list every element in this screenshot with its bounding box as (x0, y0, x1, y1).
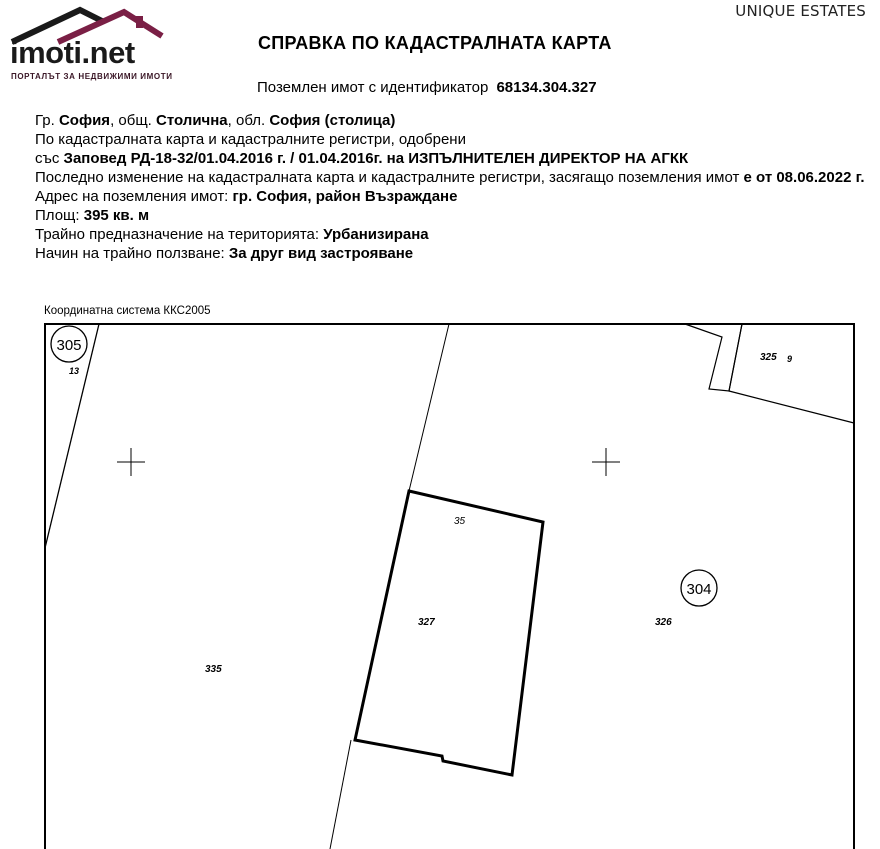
address-line (35, 187, 865, 206)
approval-line-1: По кадастралната карта и кадастралните регистри, одобрени (35, 131, 466, 148)
brand-watermark: UNIQUE ESTATES (735, 2, 866, 20)
logo-wordmark: imoti.net (10, 35, 135, 70)
property-info (35, 111, 865, 263)
quarter-304-label: 304 (686, 581, 712, 598)
map-frame (45, 324, 854, 849)
identifier-line (257, 79, 597, 96)
last-change-line (35, 168, 865, 187)
address-value: гр. София, район Възраждане (232, 188, 458, 205)
quarter-305-label: 305 (56, 337, 82, 354)
last-change-date: е от 08.06.2022 г. (743, 169, 865, 186)
parcel-label-325: 325 (760, 352, 777, 363)
identifier-value: 68134.304.327 (496, 79, 597, 96)
imoti-logo[interactable] (6, 6, 176, 84)
city-value: София (58, 112, 111, 129)
approval-prefix: със (35, 150, 60, 167)
region-prefix: , обл. (227, 112, 266, 129)
city-prefix: Гр. (35, 112, 55, 129)
cadastral-map (44, 323, 856, 849)
parcel-label-326: 326 (655, 617, 672, 628)
building-label-35: 35 (454, 516, 466, 527)
purpose-value: Урбанизирана (323, 226, 429, 243)
purpose-label: Трайно предназначение на територията: (35, 226, 320, 243)
usage-line (35, 244, 865, 263)
parcel-label-327: 327 (418, 617, 435, 628)
purpose-line (35, 225, 865, 244)
area-line (35, 206, 865, 225)
region-value: София (столица) (269, 112, 396, 129)
last-change-text: Последно изменение на кадастралната карта и кадастралните регистри, засягащо поземления имот (35, 169, 740, 186)
municipality-value: Столична (156, 112, 228, 129)
usage-value: За друг вид застрояване (228, 245, 414, 262)
municipality-prefix: , общ. (110, 112, 152, 129)
approval-order: Заповед РД-18-32/01.04.2016 г. / 01.04.2016г. на ИЗПЪЛНИТЕЛЕН ДИРЕКТОР НА АГКК (63, 150, 689, 167)
approval-line-2 (35, 149, 865, 168)
parcel-label-9: 9 (787, 354, 793, 364)
address-label: Адрес на поземления имот: (35, 188, 229, 205)
document-title: СПРАВКА ПО КАДАСТРАЛНАТА КАРТА (258, 33, 612, 53)
parcel-label-335: 335 (205, 664, 222, 675)
coordinate-system: Координатна система ККС2005 (44, 305, 211, 317)
area-label: Площ: (35, 207, 80, 224)
logo-tagline: ПОРТАЛЪТ ЗА НЕДВИЖИМИ ИМОТИ (11, 72, 173, 81)
usage-label: Начин на трайно ползване: (35, 245, 225, 262)
area-value: 395 кв. м (83, 207, 150, 224)
identifier-label: Поземлен имот с идентификатор (257, 79, 489, 96)
parcel-label-13: 13 (69, 366, 80, 376)
location-line (35, 111, 865, 130)
